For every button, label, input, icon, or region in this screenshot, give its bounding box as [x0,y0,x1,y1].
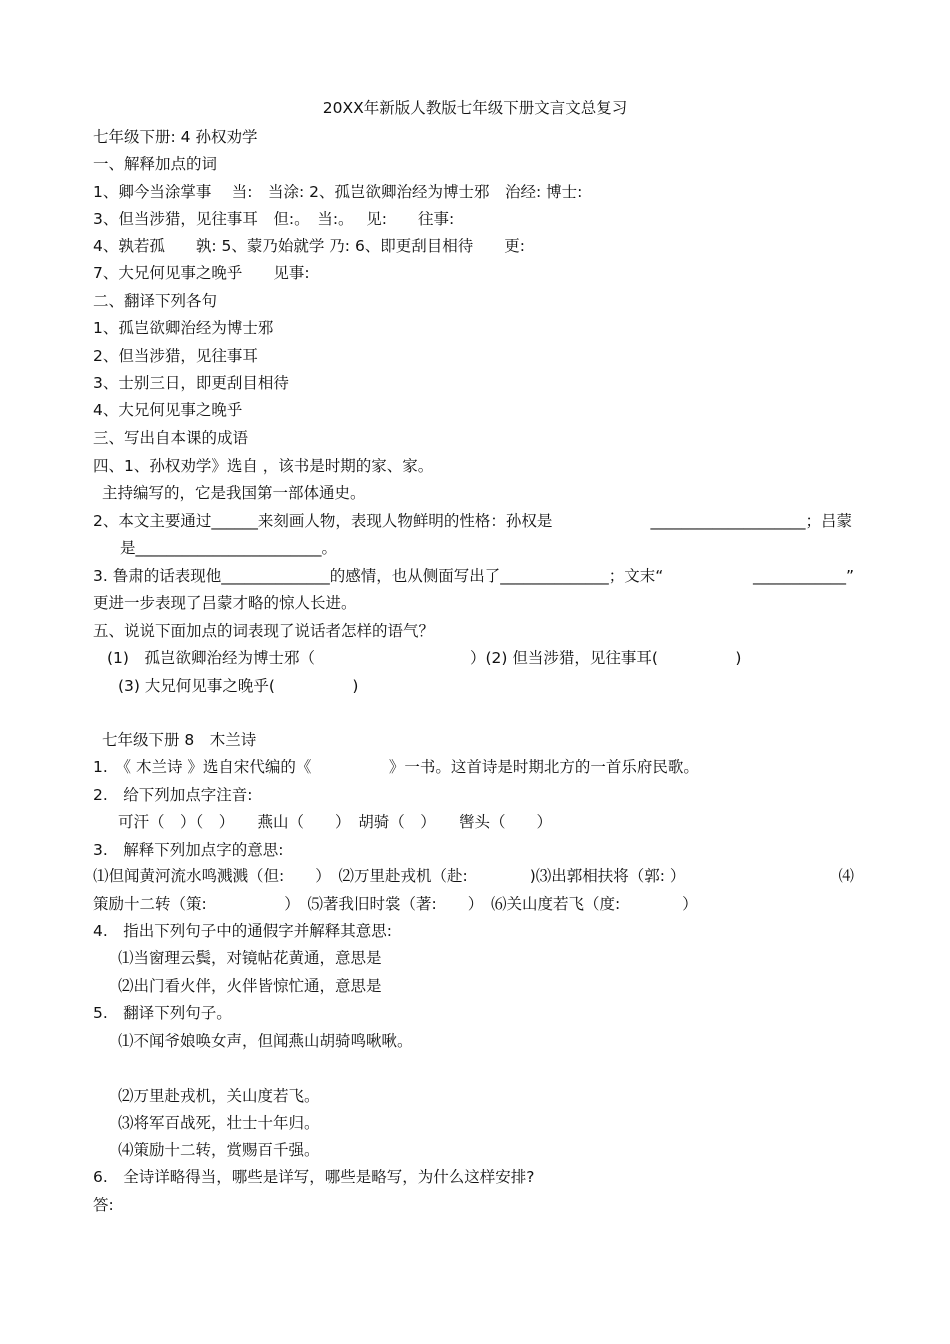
section-2-q4: 4. 指出下列句子中的通假字并解释其意思: [93,922,393,940]
section-2-title: 七年级下册 8 木兰诗 [102,731,257,749]
section-2-q5: 5. 翻译下列句子。 [93,1004,232,1022]
section-2-q3-line-1-end: ⑷ [838,867,854,885]
section-2-q2-items: 可汗（ ）（ ） 燕山（ ） 胡骑（ ） 辔头（ ） [118,813,553,831]
section-1-heading-3: 三、写出自本课的成语 [93,429,249,447]
section-1-title: 七年级下册: 4 孙权劝学 [93,128,258,146]
tone-items-1-2: (1) 孤岂欲卿治经为博士邪（ ）(2) 但当涉猎，见往事耳( ) [107,649,742,667]
translate-item-4: 4、大兄何见事之晚乎 [93,401,243,419]
section-1-line-3: 4、孰若孤 孰: 5、蒙乃始就学 乃: 6、即更刮目相待 更: [93,237,526,255]
document-title: 20XX年新版人教版七年级下册文言文总复习 [322,99,628,117]
section-2-q5-item-4: ⑷策励十二转，赏赐百千强。 [118,1141,320,1159]
question-3-line-2: 更进一步表现了吕蒙才略的惊人长进。 [93,594,357,612]
section-2-q5-item-3: ⑶将军百战死，壮士十年归。 [118,1114,320,1132]
section-2-q3-line-2: 策励十二转（策: ） ⑸著我旧时裳（著: ） ⑹关山度若飞（度: ） [93,895,698,913]
translate-item-3: 3、士别三日，即更刮目相待 [93,374,289,392]
tone-item-3: (3) 大兄何见事之晚乎( ) [118,677,359,695]
section-2-q3: 3. 解释下列加点字的意思: [93,841,284,859]
section-2-q2: 2. 给下列加点字注音: [93,786,253,804]
section-2-q5-item-1: ⑴不闻爷娘唤女声，但闻燕山胡骑鸣啾啾。 [118,1032,413,1050]
section-1-line-2: 3、但当涉猎，见往事耳 但:。 当:。 见: 往事: [93,210,455,228]
section-1-line-4: 7、大兄何见事之晚乎 见事: [93,264,310,282]
question-2-line-2: 是________________________。 [120,539,338,557]
translate-item-1: 1、孤岂欲卿治经为博士邪 [93,319,274,337]
section-2-q3-line-1: ⑴但闻黄河流水鸣溅溅（但: ） ⑵万里赴戎机（赴: )⑶出郭相扶将（郭: ） [93,867,686,885]
question-3-line-1-blank: ____________” [752,567,854,585]
section-2-q4-item-1: ⑴当窗理云鬓，对镜帖花黄通，意思是 [118,949,382,967]
section-2-q1: 1. 《 木兰诗 》选自宋代编的《 》一书。这首诗是时期北方的一首乐府民歌。 [93,758,699,776]
section-1-heading-1: 一、解释加点的词 [93,155,218,173]
section-1-heading-4: 四、1、孙权劝学》选自 ，该书是时期的家、家。 [93,457,434,475]
section-1-heading-5: 五、说说下面加点的词表现了说话者怎样的语气？ [93,622,435,640]
section-2-q5-item-2: ⑵万里赴戎机，关山度若飞。 [118,1087,320,1105]
question-3-line-1: 3. 鲁肃的话表现他______________的感情，也从侧面写出了______________；文末“ [93,567,664,585]
question-2-line-1-blank: ____________________；吕蒙 [650,512,852,530]
section-2-q6: 6. 全诗详略得当，哪些是详写，哪些是略写，为什么这样安排? [93,1168,535,1186]
question-2-line-1: 2、本文主要通过______来刻画人物，表现人物鲜明的性格：孙权是 [93,512,553,530]
section-1-line-1: 1、卿今当涂掌事 当: 当涂: 2、孤岂欲卿治经为博士邪 治经: 博士: [93,183,583,201]
section-1-heading-4-cont: 主持编写的，它是我国第一部体通史。 [102,484,366,502]
answer-label: 答: [93,1196,114,1214]
translate-item-2: 2、但当涉猎，见往事耳 [93,347,258,365]
section-2-q4-item-2: ⑵出门看火伴，火伴皆惊忙通，意思是 [118,977,382,995]
section-1-heading-2: 二、翻译下列各句 [93,292,218,310]
